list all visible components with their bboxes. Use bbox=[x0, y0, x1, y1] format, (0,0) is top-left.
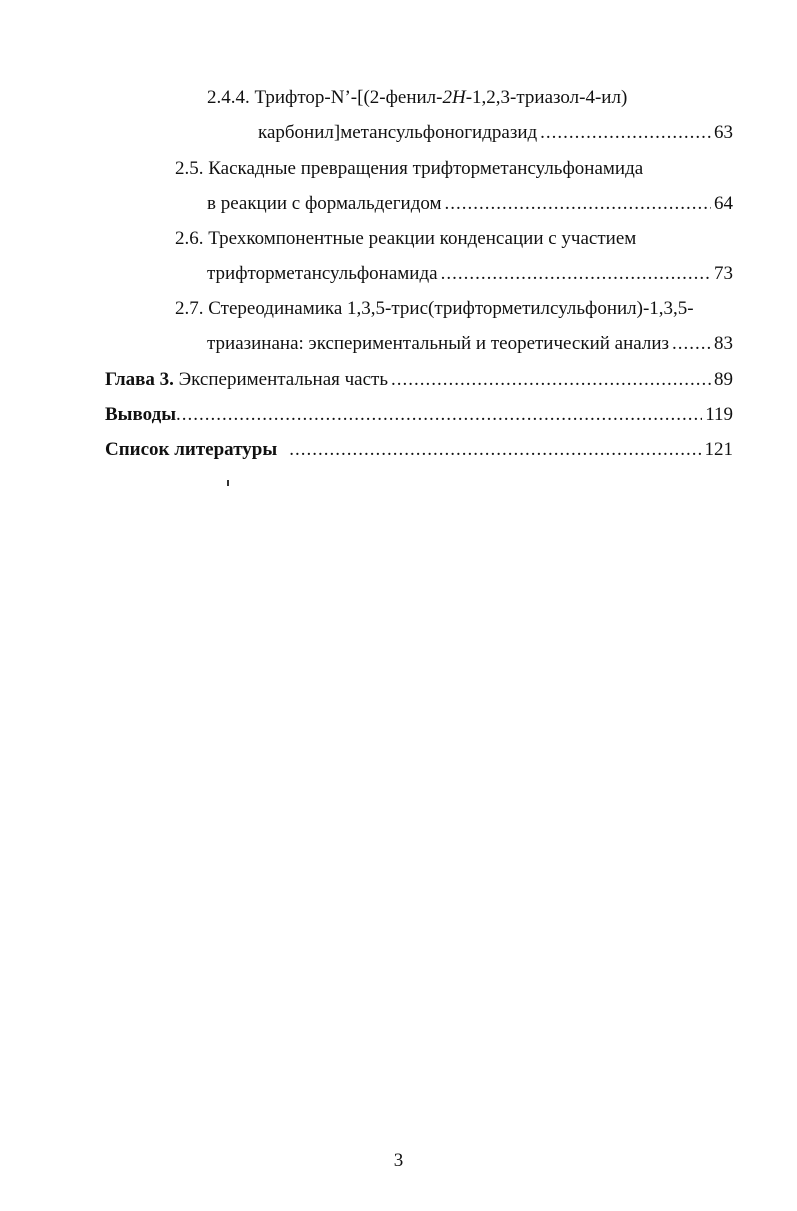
toc-entry-text: 2.6. Трехкомпонентные реакции конденсации с участием bbox=[175, 228, 637, 249]
toc-entry-text: Экспериментальная часть bbox=[173, 369, 389, 390]
toc-page-number: 64 bbox=[714, 193, 733, 214]
dot-leader bbox=[176, 400, 702, 430]
dot-leader bbox=[672, 329, 711, 359]
toc-entry-label-bold: Глава 3. bbox=[105, 369, 174, 390]
dot-leader bbox=[441, 259, 711, 289]
toc-page-number: 89 bbox=[714, 369, 733, 390]
toc-entry-text: -1,2,3-триазол-4-ил) bbox=[465, 87, 628, 108]
dot-leader bbox=[540, 118, 711, 148]
toc-page-number: 119 bbox=[705, 404, 733, 425]
toc-page-number: 73 bbox=[714, 263, 733, 284]
toc-entry-conclusions[interactable] bbox=[105, 400, 733, 430]
toc-entry-2-6-line1 bbox=[175, 224, 636, 254]
toc-entry-label-bold: Выводы bbox=[105, 404, 177, 425]
toc-entry-text: карбонил]метансульфоногидразид bbox=[258, 122, 538, 143]
page-number: 3 bbox=[393, 1150, 404, 1171]
toc-entry-2-5-line1 bbox=[175, 154, 643, 184]
toc-entry-text-italic: 2H bbox=[442, 87, 466, 108]
dot-leader bbox=[445, 189, 711, 219]
toc-page-number: 83 bbox=[714, 333, 733, 354]
toc-entry-2-6-line2[interactable] bbox=[207, 259, 733, 289]
toc-entry-2-7-line2[interactable] bbox=[207, 329, 733, 359]
toc-entry-2-4-4-line1 bbox=[207, 83, 627, 113]
toc-entry-text: 2.7. Стереодинамика 1,3,5-трис(трифторметилсульфонил)-1,3,5- bbox=[175, 298, 694, 319]
toc-entry-text: в реакции с формальдегидом bbox=[207, 193, 442, 214]
toc-entry-references[interactable] bbox=[105, 435, 733, 465]
toc-entry-label-bold: Список литературы bbox=[105, 439, 278, 460]
toc-entry-text: триазинана: экспериментальный и теоретический анализ bbox=[207, 333, 670, 354]
toc-entry-text: 2.4.4. Трифтор-N’-[(2-фенил- bbox=[207, 87, 443, 108]
toc-entry-chapter-3[interactable] bbox=[105, 365, 733, 395]
dot-leader bbox=[391, 365, 711, 395]
toc-page-number: 63 bbox=[714, 122, 733, 143]
toc-entry-2-7-line1 bbox=[175, 294, 694, 324]
toc-entry-2-5-line2[interactable] bbox=[207, 189, 733, 219]
toc-entry-text: 2.5. Каскадные превращения трифторметансульфонамида bbox=[175, 158, 644, 179]
toc-page-number: 121 bbox=[704, 439, 733, 460]
stray-mark bbox=[227, 480, 229, 486]
dot-leader bbox=[289, 435, 701, 465]
toc-entry-2-4-4-line2[interactable] bbox=[258, 118, 733, 148]
toc-entry-text: трифторметансульфонамида bbox=[207, 263, 438, 284]
